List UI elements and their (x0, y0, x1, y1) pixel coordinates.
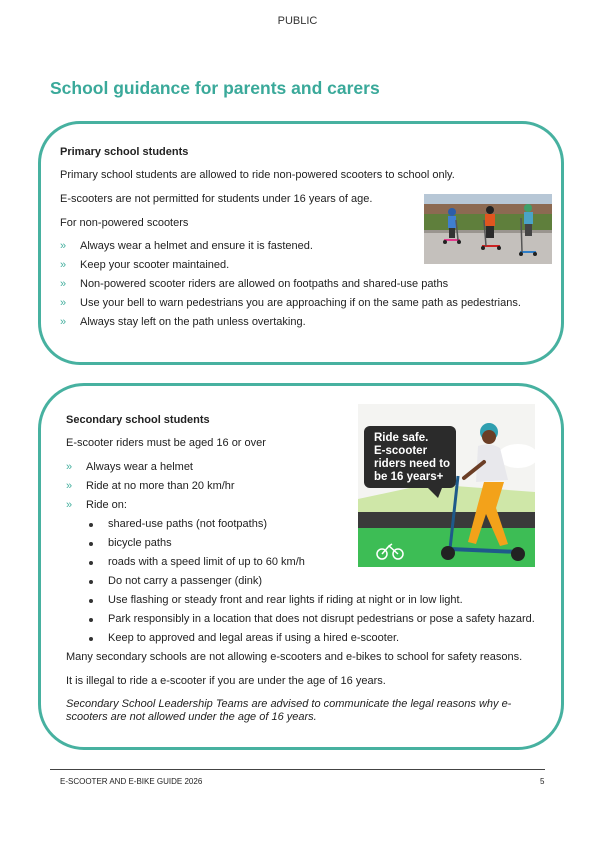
page-title: School guidance for parents and carers (50, 78, 380, 98)
primary-heading: Primary school students (60, 146, 189, 158)
footer-divider (50, 769, 545, 770)
bullet-dot-icon (89, 561, 93, 565)
chevron-icon: » (60, 278, 67, 290)
chevron-icon: » (66, 499, 73, 511)
classification-label: PUBLIC (277, 15, 318, 27)
ride-safe-poster (358, 404, 535, 567)
primary-bullet: Always wear a helmet and ensure it is fastened. (80, 240, 313, 252)
secondary-sub-bullet: Park responsibly in a location that does not disrupt pedestrians or pose a safety hazard. (108, 613, 535, 625)
poster-line: be 16 years+ (374, 471, 444, 483)
primary-bullet: Keep your scooter maintained. (80, 259, 230, 271)
primary-escooter-note: E-scooters are not permitted for students under 16 years of age. (60, 193, 373, 205)
primary-subheading: For non-powered scooters (60, 217, 189, 229)
secondary-sub-bullet: bicycle paths (108, 537, 172, 549)
secondary-bullet: Ride on: (86, 499, 127, 511)
chevron-icon: » (66, 480, 73, 492)
poster-line: Ride safe. (374, 432, 429, 444)
chevron-icon: » (60, 297, 67, 309)
bullet-dot-icon (89, 580, 93, 584)
chevron-icon: » (60, 240, 67, 252)
bullet-dot-icon (89, 542, 93, 546)
secondary-sub-bullet: Use flashing or steady front and rear lights if riding at night or in low light. (108, 594, 463, 606)
footer-title: E-SCOOTER AND E-BIKE GUIDE 2026 (60, 777, 203, 786)
bullet-dot-icon (89, 637, 93, 641)
bullet-dot-icon (89, 599, 93, 603)
children-scooters-photo (424, 194, 552, 264)
leadership-note-line: Secondary School Leadership Teams are advised to communicate the legal reasons why e- (66, 698, 512, 710)
chevron-icon: » (66, 461, 73, 473)
secondary-sub-bullet: shared-use paths (not footpaths) (108, 518, 267, 530)
secondary-heading: Secondary school students (66, 414, 210, 426)
secondary-intro: E-scooter riders must be aged 16 or over (66, 437, 266, 449)
chevron-icon: » (60, 316, 67, 328)
secondary-sub-bullet: Keep to approved and legal areas if using a hired e-scooter. (108, 632, 400, 644)
primary-bullet: Always stay left on the path unless overtaking. (80, 316, 306, 328)
page-number: 5 (540, 777, 545, 786)
poster-line: riders need to (374, 458, 451, 470)
secondary-bullet: Ride at no more than 20 km/hr (86, 480, 235, 492)
secondary-paragraph: It is illegal to ride a e-scooter if you are under the age of 16 years. (66, 675, 386, 687)
secondary-sub-bullet: roads with a speed limit of up to 60 km/h (108, 556, 305, 568)
chevron-icon: » (60, 259, 67, 271)
primary-bullet: Use your bell to warn pedestrians you are approaching if on the same path as pedestrians. (80, 297, 521, 309)
bullet-dot-icon (89, 618, 93, 622)
primary-bullet: Non-powered scooter riders are allowed on footpaths and shared-use paths (80, 278, 449, 290)
primary-intro: Primary school students are allowed to ride non-powered scooters to school only. (60, 169, 455, 181)
poster-line: E-scooter (374, 445, 428, 457)
bullet-dot-icon (89, 523, 93, 527)
leadership-note-line: scooters are not allowed under the age of 16 years. (66, 711, 317, 723)
secondary-sub-bullet: Do not carry a passenger (dink) (108, 575, 263, 587)
secondary-bullet: Always wear a helmet (86, 461, 193, 473)
secondary-paragraph: Many secondary schools are not allowing e-scooters and e-bikes to school for safety reasons. (66, 651, 523, 663)
poster-text (374, 432, 456, 484)
